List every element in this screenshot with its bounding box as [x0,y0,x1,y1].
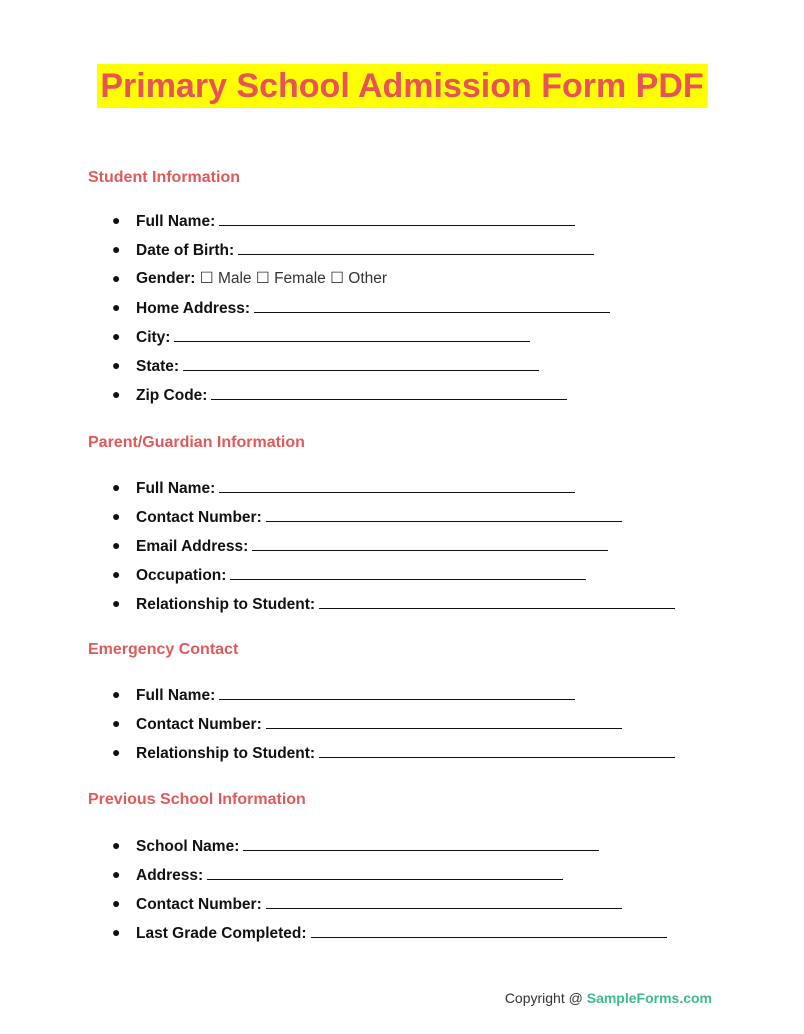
field-date-of-birth [88,240,768,269]
section-heading: Student Information [88,169,240,186]
blank-line[interactable] [174,327,530,342]
blank-line[interactable] [319,594,675,609]
field-full-name [88,211,768,240]
bullet-icon: ● [112,212,121,228]
field-label: Zip Code: [136,387,208,404]
blank-line[interactable] [207,865,563,880]
bullet-icon: ● [112,386,121,402]
blank-line[interactable] [252,536,608,551]
bullet-icon: ● [112,328,121,344]
page-title: Primary School Admission Form PDF [97,64,706,108]
field-full-name [88,685,768,714]
bullet-icon: ● [112,924,121,940]
field-relationship-to-student [88,594,768,623]
field-list [88,836,768,952]
field-state [88,356,768,385]
field-label: Relationship to Student: [136,596,316,613]
field-full-name [88,478,768,507]
field-school-name [88,836,768,865]
field-label: Contact Number: [136,509,262,526]
field-address [88,865,768,894]
field-contact-number [88,507,768,536]
section-heading: Previous School Information [88,791,306,808]
field-label: Home Address: [136,300,250,317]
copyright-footer [505,990,712,1006]
field-list [88,478,768,623]
bullet-icon: ● [112,270,121,286]
field-label: Full Name: [136,480,216,497]
bullet-icon: ● [112,566,121,582]
section-emergency-contact [88,640,768,772]
blank-line[interactable] [238,240,594,255]
brand-link[interactable]: SampleForms.com [586,990,712,1006]
gender-option-other[interactable]: ☐ Other [330,270,388,287]
field-last-grade-completed [88,923,768,952]
blank-line[interactable] [211,385,567,400]
section-parent-guardian-information [88,433,768,623]
field-label: Full Name: [136,213,216,230]
field-contact-number [88,894,768,923]
field-label: Address: [136,867,204,884]
bullet-icon: ● [112,715,121,731]
blank-line[interactable] [266,714,622,729]
gender-option-female[interactable]: ☐ Female [255,270,326,287]
bullet-icon: ● [112,686,121,702]
blank-line[interactable] [254,298,610,313]
blank-line[interactable] [219,211,575,226]
bullet-icon: ● [112,595,121,611]
field-label: School Name: [136,838,240,855]
field-email-address [88,536,768,565]
bullet-icon: ● [112,744,121,760]
field-label: Last Grade Completed: [136,925,307,942]
field-label: Email Address: [136,538,249,555]
field-label: Relationship to Student: [136,745,316,762]
field-label: Contact Number: [136,896,262,913]
bullet-icon: ● [112,357,121,373]
section-student-information [88,168,768,414]
blank-line[interactable] [311,923,667,938]
bullet-icon: ● [112,837,121,853]
field-label: Occupation: [136,567,227,584]
field-list [88,685,768,772]
section-heading: Parent/Guardian Information [88,434,305,451]
field-label: Gender: [136,270,196,287]
section-previous-school-information [88,790,768,952]
blank-line[interactable] [266,894,622,909]
bullet-icon: ● [112,299,121,315]
field-label: Full Name: [136,687,216,704]
bullet-icon: ● [112,241,121,257]
bullet-icon: ● [112,895,121,911]
blank-line[interactable] [266,507,622,522]
field-zip-code [88,385,768,414]
field-label: State: [136,358,180,375]
field-label: Contact Number: [136,716,262,733]
blank-line[interactable] [230,565,586,580]
copyright-text: Copyright @ [504,990,587,1006]
blank-line[interactable] [243,836,599,851]
bullet-icon: ● [112,866,121,882]
blank-line[interactable] [183,356,539,371]
field-list [88,211,768,414]
gender-option-male[interactable]: ☐ Male [199,270,252,287]
field-contact-number [88,714,768,743]
field-home-address [88,298,768,327]
bullet-icon: ● [112,537,121,553]
field-gender [88,269,768,298]
field-label: Date of Birth: [136,242,235,259]
bullet-icon: ● [112,508,121,524]
field-label: City: [136,329,171,346]
blank-line[interactable] [219,685,575,700]
blank-line[interactable] [319,743,675,758]
bullet-icon: ● [112,479,121,495]
field-city [88,327,768,356]
section-heading: Emergency Contact [88,641,239,658]
field-relationship-to-student [88,743,768,772]
blank-line[interactable] [219,478,575,493]
field-occupation [88,565,768,594]
title-container [0,64,804,108]
